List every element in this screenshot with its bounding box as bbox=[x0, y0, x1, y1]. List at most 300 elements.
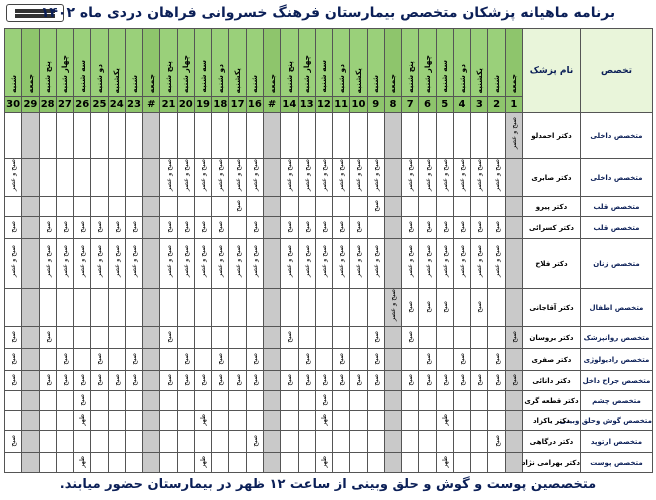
table-row bbox=[5, 327, 653, 349]
shift-cell bbox=[22, 371, 39, 391]
shift-cell bbox=[488, 197, 505, 217]
shift-cell bbox=[229, 289, 246, 327]
shift-cell bbox=[315, 197, 332, 217]
shift-cell bbox=[505, 371, 522, 391]
shift-label: صبح bbox=[492, 353, 501, 365]
shift-cell bbox=[263, 327, 280, 349]
shift-label: صبح و عصر bbox=[164, 245, 173, 278]
shift-cell bbox=[298, 411, 315, 431]
shift-cell bbox=[143, 349, 160, 371]
shift-cell bbox=[74, 327, 91, 349]
shift-cell bbox=[91, 239, 108, 289]
shift-cell bbox=[125, 197, 142, 217]
shift-cell bbox=[5, 349, 22, 371]
shift-label: صبح bbox=[337, 353, 346, 365]
shift-label: صبح و عصر bbox=[233, 245, 242, 278]
shift-cell bbox=[350, 327, 367, 349]
shift-cell bbox=[125, 239, 142, 289]
shift-cell bbox=[453, 431, 470, 453]
shift-cell bbox=[471, 349, 488, 371]
weekday-header bbox=[384, 29, 401, 97]
table-row bbox=[5, 391, 653, 411]
shift-cell bbox=[5, 289, 22, 327]
shift-cell bbox=[246, 431, 263, 453]
shift-cell bbox=[402, 371, 419, 391]
shift-cell bbox=[333, 431, 350, 453]
shift-label: صبح bbox=[302, 374, 311, 386]
weekday-header bbox=[108, 29, 125, 97]
shift-cell bbox=[281, 391, 298, 411]
shift-label: صبح bbox=[164, 374, 173, 386]
shift-cell bbox=[436, 289, 453, 327]
shift-label: صبح و عصر bbox=[250, 245, 259, 278]
specialty-cell: متخصص روانپزشک bbox=[580, 327, 652, 349]
shift-label: صبح bbox=[319, 394, 328, 406]
shift-cell bbox=[160, 289, 177, 327]
shift-cell bbox=[74, 239, 91, 289]
weekday-header bbox=[194, 29, 211, 97]
shift-cell bbox=[384, 159, 401, 197]
shift-cell bbox=[505, 113, 522, 159]
specialty-cell: متخصص ارتوپد bbox=[580, 431, 652, 453]
shift-label: صبح و عصر bbox=[319, 159, 328, 192]
day-number: 18 bbox=[212, 97, 229, 113]
specialty-header: تخصص bbox=[580, 29, 652, 113]
shift-label: صبح و عصر bbox=[458, 245, 467, 278]
shift-cell bbox=[194, 239, 211, 289]
shift-cell bbox=[39, 431, 56, 453]
weekday-header bbox=[488, 29, 505, 97]
shift-cell bbox=[505, 197, 522, 217]
shift-label: صبح bbox=[423, 374, 432, 386]
weekday-label: پنج شنبه bbox=[405, 61, 415, 93]
doctor-cell: دکتر بهرامی نژاد bbox=[522, 453, 580, 473]
shift-cell bbox=[298, 289, 315, 327]
shift-label: صبح و عصر bbox=[199, 159, 208, 192]
shift-cell bbox=[143, 431, 160, 453]
day-number: 9 bbox=[367, 97, 384, 113]
weekday-label: یکشنبه bbox=[353, 67, 363, 93]
shift-cell bbox=[194, 391, 211, 411]
shift-cell bbox=[246, 159, 263, 197]
weekday-label: دو شنبه bbox=[215, 63, 225, 93]
shift-cell bbox=[56, 411, 73, 431]
shift-cell bbox=[212, 431, 229, 453]
schedule-body bbox=[5, 113, 653, 473]
shift-cell bbox=[298, 197, 315, 217]
shift-cell bbox=[471, 371, 488, 391]
shift-label: صبح bbox=[302, 221, 311, 233]
shift-cell bbox=[108, 371, 125, 391]
shift-cell bbox=[143, 371, 160, 391]
shift-cell bbox=[419, 239, 436, 289]
shift-cell bbox=[91, 159, 108, 197]
shift-cell bbox=[402, 217, 419, 239]
shift-cell bbox=[22, 289, 39, 327]
shift-cell bbox=[281, 327, 298, 349]
shift-cell bbox=[56, 349, 73, 371]
shift-cell bbox=[281, 217, 298, 239]
shift-label: صبح و عصر bbox=[164, 159, 173, 192]
shift-cell bbox=[350, 431, 367, 453]
day-number: 19 bbox=[194, 97, 211, 113]
shift-cell bbox=[74, 411, 91, 431]
shift-cell bbox=[367, 217, 384, 239]
shift-cell bbox=[56, 197, 73, 217]
footer-note: متخصصین پوست و گوش و حلق وبینی از ساعت ۱۲ ظهر در بیمارستان حضور میابند. bbox=[59, 476, 597, 492]
shift-cell bbox=[160, 327, 177, 349]
shift-cell bbox=[402, 197, 419, 217]
weekday-header bbox=[125, 29, 142, 97]
shift-cell bbox=[143, 217, 160, 239]
shift-cell bbox=[22, 217, 39, 239]
shift-cell bbox=[22, 411, 39, 431]
shift-label: صبح bbox=[181, 374, 190, 386]
shift-cell bbox=[471, 159, 488, 197]
shift-cell bbox=[194, 349, 211, 371]
weekday-label: پنج شنبه bbox=[43, 61, 53, 93]
day-number: 1 bbox=[505, 97, 522, 113]
shift-label: صبح bbox=[423, 221, 432, 233]
weekday-header bbox=[160, 29, 177, 97]
day-number: 30 bbox=[5, 97, 22, 113]
shift-cell bbox=[505, 431, 522, 453]
shift-cell bbox=[125, 327, 142, 349]
shift-cell bbox=[212, 289, 229, 327]
shift-cell bbox=[56, 327, 73, 349]
shift-cell bbox=[160, 391, 177, 411]
shift-label: صبح bbox=[492, 221, 501, 233]
weekday-label: پنج شنبه bbox=[284, 61, 294, 93]
shift-label: صبح bbox=[112, 221, 121, 233]
weekday-label: سه شنبه bbox=[440, 60, 450, 93]
shift-cell bbox=[5, 113, 22, 159]
shift-cell bbox=[108, 431, 125, 453]
doctor-cell: دکتر درگاهی bbox=[522, 431, 580, 453]
shift-cell bbox=[246, 411, 263, 431]
shift-cell bbox=[5, 391, 22, 411]
shift-cell bbox=[402, 159, 419, 197]
shift-label: صبح bbox=[9, 331, 18, 343]
shift-label: صبح bbox=[164, 331, 173, 343]
shift-cell bbox=[74, 431, 91, 453]
shift-cell bbox=[246, 391, 263, 411]
shift-cell bbox=[263, 197, 280, 217]
shift-cell bbox=[419, 327, 436, 349]
weekday-label: پنج شنبه bbox=[164, 61, 174, 93]
shift-label: صبح bbox=[216, 374, 225, 386]
day-number: 2 bbox=[488, 97, 505, 113]
shift-cell bbox=[143, 197, 160, 217]
shift-cell bbox=[436, 113, 453, 159]
shift-cell bbox=[488, 289, 505, 327]
shift-cell bbox=[39, 411, 56, 431]
shift-cell bbox=[229, 327, 246, 349]
shift-cell bbox=[143, 327, 160, 349]
shift-cell bbox=[246, 113, 263, 159]
shift-cell bbox=[91, 327, 108, 349]
shift-cell bbox=[194, 431, 211, 453]
shift-cell bbox=[125, 159, 142, 197]
day-number: # bbox=[143, 97, 160, 113]
weekday-header bbox=[177, 29, 194, 97]
shift-cell bbox=[436, 431, 453, 453]
doctor-cell: دکتر بروسان bbox=[522, 327, 580, 349]
shift-cell bbox=[333, 113, 350, 159]
shift-label: ظهر bbox=[440, 456, 449, 468]
shift-cell bbox=[384, 349, 401, 371]
shift-cell bbox=[74, 197, 91, 217]
shift-cell bbox=[22, 239, 39, 289]
weekday-label: سه شنبه bbox=[77, 60, 87, 93]
shift-cell bbox=[298, 349, 315, 371]
weekday-header bbox=[212, 29, 229, 97]
day-number: 28 bbox=[39, 97, 56, 113]
shift-label: صبح و عصر bbox=[302, 245, 311, 278]
shift-cell bbox=[453, 391, 470, 411]
shift-cell bbox=[384, 411, 401, 431]
shift-cell bbox=[350, 217, 367, 239]
shift-label: صبح و عصر bbox=[423, 159, 432, 192]
shift-cell bbox=[160, 371, 177, 391]
shift-cell bbox=[298, 239, 315, 289]
shift-cell bbox=[419, 431, 436, 453]
shift-cell bbox=[229, 239, 246, 289]
shift-label: صبح bbox=[43, 331, 52, 343]
shift-cell bbox=[212, 113, 229, 159]
shift-cell bbox=[160, 197, 177, 217]
shift-cell bbox=[488, 113, 505, 159]
weekday-header bbox=[505, 29, 522, 97]
shift-label: صبح و عصر bbox=[354, 159, 363, 192]
specialty-cell: متخصص قلب bbox=[580, 217, 652, 239]
shift-label: صبح bbox=[250, 353, 259, 365]
shift-cell bbox=[263, 289, 280, 327]
weekday-header bbox=[350, 29, 367, 97]
shift-cell bbox=[384, 289, 401, 327]
shift-cell bbox=[56, 239, 73, 289]
specialty-cell: متخصص قلب bbox=[580, 197, 652, 217]
shift-cell bbox=[419, 289, 436, 327]
weekday-label: یکشنبه bbox=[233, 67, 243, 93]
shift-cell bbox=[263, 349, 280, 371]
shift-cell bbox=[212, 197, 229, 217]
shift-cell bbox=[108, 391, 125, 411]
shift-cell bbox=[298, 431, 315, 453]
day-number: 3 bbox=[471, 97, 488, 113]
shift-label: ظهر bbox=[78, 414, 87, 426]
shift-cell bbox=[350, 411, 367, 431]
shift-cell bbox=[453, 327, 470, 349]
shift-label: صبح bbox=[112, 374, 121, 386]
shift-cell bbox=[74, 371, 91, 391]
weekday-label: سه شنبه bbox=[319, 60, 329, 93]
shift-cell bbox=[384, 113, 401, 159]
shift-cell bbox=[56, 113, 73, 159]
shift-label: صبح bbox=[440, 301, 449, 313]
shift-cell bbox=[333, 391, 350, 411]
shift-cell bbox=[350, 159, 367, 197]
shift-cell bbox=[367, 411, 384, 431]
shift-cell bbox=[350, 391, 367, 411]
weekday-label: چهار شنبه bbox=[302, 54, 312, 93]
shift-label: صبح bbox=[129, 221, 138, 233]
shift-cell bbox=[194, 371, 211, 391]
shift-cell bbox=[436, 391, 453, 411]
shift-label: صبح bbox=[371, 353, 380, 365]
shift-label: صبح و عصر bbox=[354, 245, 363, 278]
shift-label: صبح bbox=[302, 353, 311, 365]
weekday-header bbox=[143, 29, 160, 97]
shift-cell bbox=[91, 289, 108, 327]
table-row bbox=[5, 431, 653, 453]
day-number: 7 bbox=[402, 97, 419, 113]
shift-label: ظهر bbox=[199, 414, 208, 426]
day-number: 5 bbox=[436, 97, 453, 113]
shift-cell bbox=[402, 411, 419, 431]
shift-cell bbox=[315, 391, 332, 411]
weekday-label: چهار شنبه bbox=[423, 54, 433, 93]
table-row bbox=[5, 239, 653, 289]
shift-cell bbox=[39, 197, 56, 217]
shift-cell bbox=[384, 371, 401, 391]
specialty-cell: متخصص گوش وحلق وبینی bbox=[580, 411, 652, 431]
shift-label: صبح و عصر bbox=[423, 245, 432, 278]
shift-cell bbox=[471, 239, 488, 289]
shift-cell bbox=[488, 217, 505, 239]
shift-label: صبح و عصر bbox=[250, 159, 259, 192]
shift-cell bbox=[419, 411, 436, 431]
shift-cell bbox=[488, 431, 505, 453]
shift-cell bbox=[91, 197, 108, 217]
shift-cell bbox=[39, 391, 56, 411]
shift-label: ظهر bbox=[440, 414, 449, 426]
shift-cell bbox=[143, 113, 160, 159]
shift-label: صبح و عصر bbox=[112, 245, 121, 278]
shift-cell bbox=[315, 159, 332, 197]
shift-label: صبح bbox=[216, 353, 225, 365]
shift-label: صبح bbox=[43, 221, 52, 233]
shift-label: صبح و عصر bbox=[440, 245, 449, 278]
shift-cell bbox=[281, 159, 298, 197]
shift-cell bbox=[384, 391, 401, 411]
shift-cell bbox=[246, 217, 263, 239]
shift-label: صبح و عصر bbox=[406, 245, 415, 278]
shift-label: صبح و عصر bbox=[371, 245, 380, 278]
shift-cell bbox=[91, 349, 108, 371]
shift-cell bbox=[350, 197, 367, 217]
shift-label: صبح و عصر bbox=[388, 289, 397, 322]
shift-cell bbox=[263, 239, 280, 289]
shift-label: صبح bbox=[406, 221, 415, 233]
shift-cell bbox=[367, 159, 384, 197]
shift-cell bbox=[263, 411, 280, 431]
shift-label: صبح و عصر bbox=[285, 159, 294, 192]
weekday-label: دو شنبه bbox=[94, 63, 104, 93]
shift-cell bbox=[471, 327, 488, 349]
shift-cell bbox=[436, 349, 453, 371]
shift-label: صبح bbox=[406, 301, 415, 313]
doctor-cell: دکتر کسرائی bbox=[522, 217, 580, 239]
shift-cell bbox=[212, 159, 229, 197]
doctor-cell: دکتر صابری bbox=[522, 159, 580, 197]
shift-cell bbox=[453, 159, 470, 197]
shift-cell bbox=[125, 411, 142, 431]
shift-cell bbox=[488, 349, 505, 371]
shift-cell bbox=[315, 327, 332, 349]
shift-label: صبح و عصر bbox=[492, 159, 501, 192]
shift-cell bbox=[74, 349, 91, 371]
shift-label: صبح bbox=[129, 374, 138, 386]
shift-cell bbox=[5, 197, 22, 217]
shift-cell bbox=[505, 217, 522, 239]
shift-cell bbox=[108, 349, 125, 371]
shift-label: صبح و عصر bbox=[319, 245, 328, 278]
page-title: برنامه ماهیانه پزشکان متخصص بیمارستان فرهنگ خسروانی فراهان دردی ماه ۱۴۰۲ bbox=[40, 5, 616, 21]
shift-cell bbox=[315, 217, 332, 239]
shift-label: صبح bbox=[285, 331, 294, 343]
shift-cell bbox=[5, 431, 22, 453]
shift-cell bbox=[229, 391, 246, 411]
shift-cell bbox=[74, 391, 91, 411]
table-row bbox=[5, 371, 653, 391]
shift-cell bbox=[505, 159, 522, 197]
shift-cell bbox=[212, 217, 229, 239]
shift-cell bbox=[298, 327, 315, 349]
weekday-header bbox=[436, 29, 453, 97]
shift-label: صبح bbox=[509, 331, 518, 343]
shift-cell bbox=[22, 197, 39, 217]
shift-label: ظهر bbox=[78, 456, 87, 468]
weekday-header bbox=[74, 29, 91, 97]
shift-cell bbox=[246, 349, 263, 371]
shift-cell bbox=[74, 289, 91, 327]
shift-cell bbox=[453, 113, 470, 159]
shift-cell bbox=[194, 289, 211, 327]
shift-cell bbox=[246, 289, 263, 327]
shift-cell bbox=[246, 197, 263, 217]
day-number: 6 bbox=[419, 97, 436, 113]
shift-label: صبح bbox=[354, 221, 363, 233]
shift-cell bbox=[22, 327, 39, 349]
shift-cell bbox=[39, 327, 56, 349]
shift-label: صبح و عصر bbox=[181, 245, 190, 278]
shift-cell bbox=[177, 327, 194, 349]
doctor-cell: دکتر صفری bbox=[522, 349, 580, 371]
shift-cell bbox=[263, 431, 280, 453]
shift-label: صبح bbox=[181, 353, 190, 365]
shift-cell bbox=[402, 349, 419, 371]
shift-cell bbox=[350, 289, 367, 327]
shift-label: صبح bbox=[129, 353, 138, 365]
shift-cell bbox=[367, 431, 384, 453]
shift-cell bbox=[488, 159, 505, 197]
shift-cell bbox=[143, 411, 160, 431]
weekday-label: جمعه bbox=[509, 73, 519, 93]
shift-cell bbox=[488, 327, 505, 349]
shift-cell bbox=[384, 197, 401, 217]
shift-cell bbox=[505, 391, 522, 411]
shift-cell bbox=[177, 239, 194, 289]
shift-label: صبح و عصر bbox=[406, 159, 415, 192]
day-number: 27 bbox=[56, 97, 73, 113]
table-row bbox=[5, 159, 653, 197]
shift-cell bbox=[39, 239, 56, 289]
shift-cell bbox=[419, 371, 436, 391]
shift-label: صبح bbox=[285, 374, 294, 386]
shift-label: صبح bbox=[78, 394, 87, 406]
weekday-label: چهار شنبه bbox=[181, 54, 191, 93]
